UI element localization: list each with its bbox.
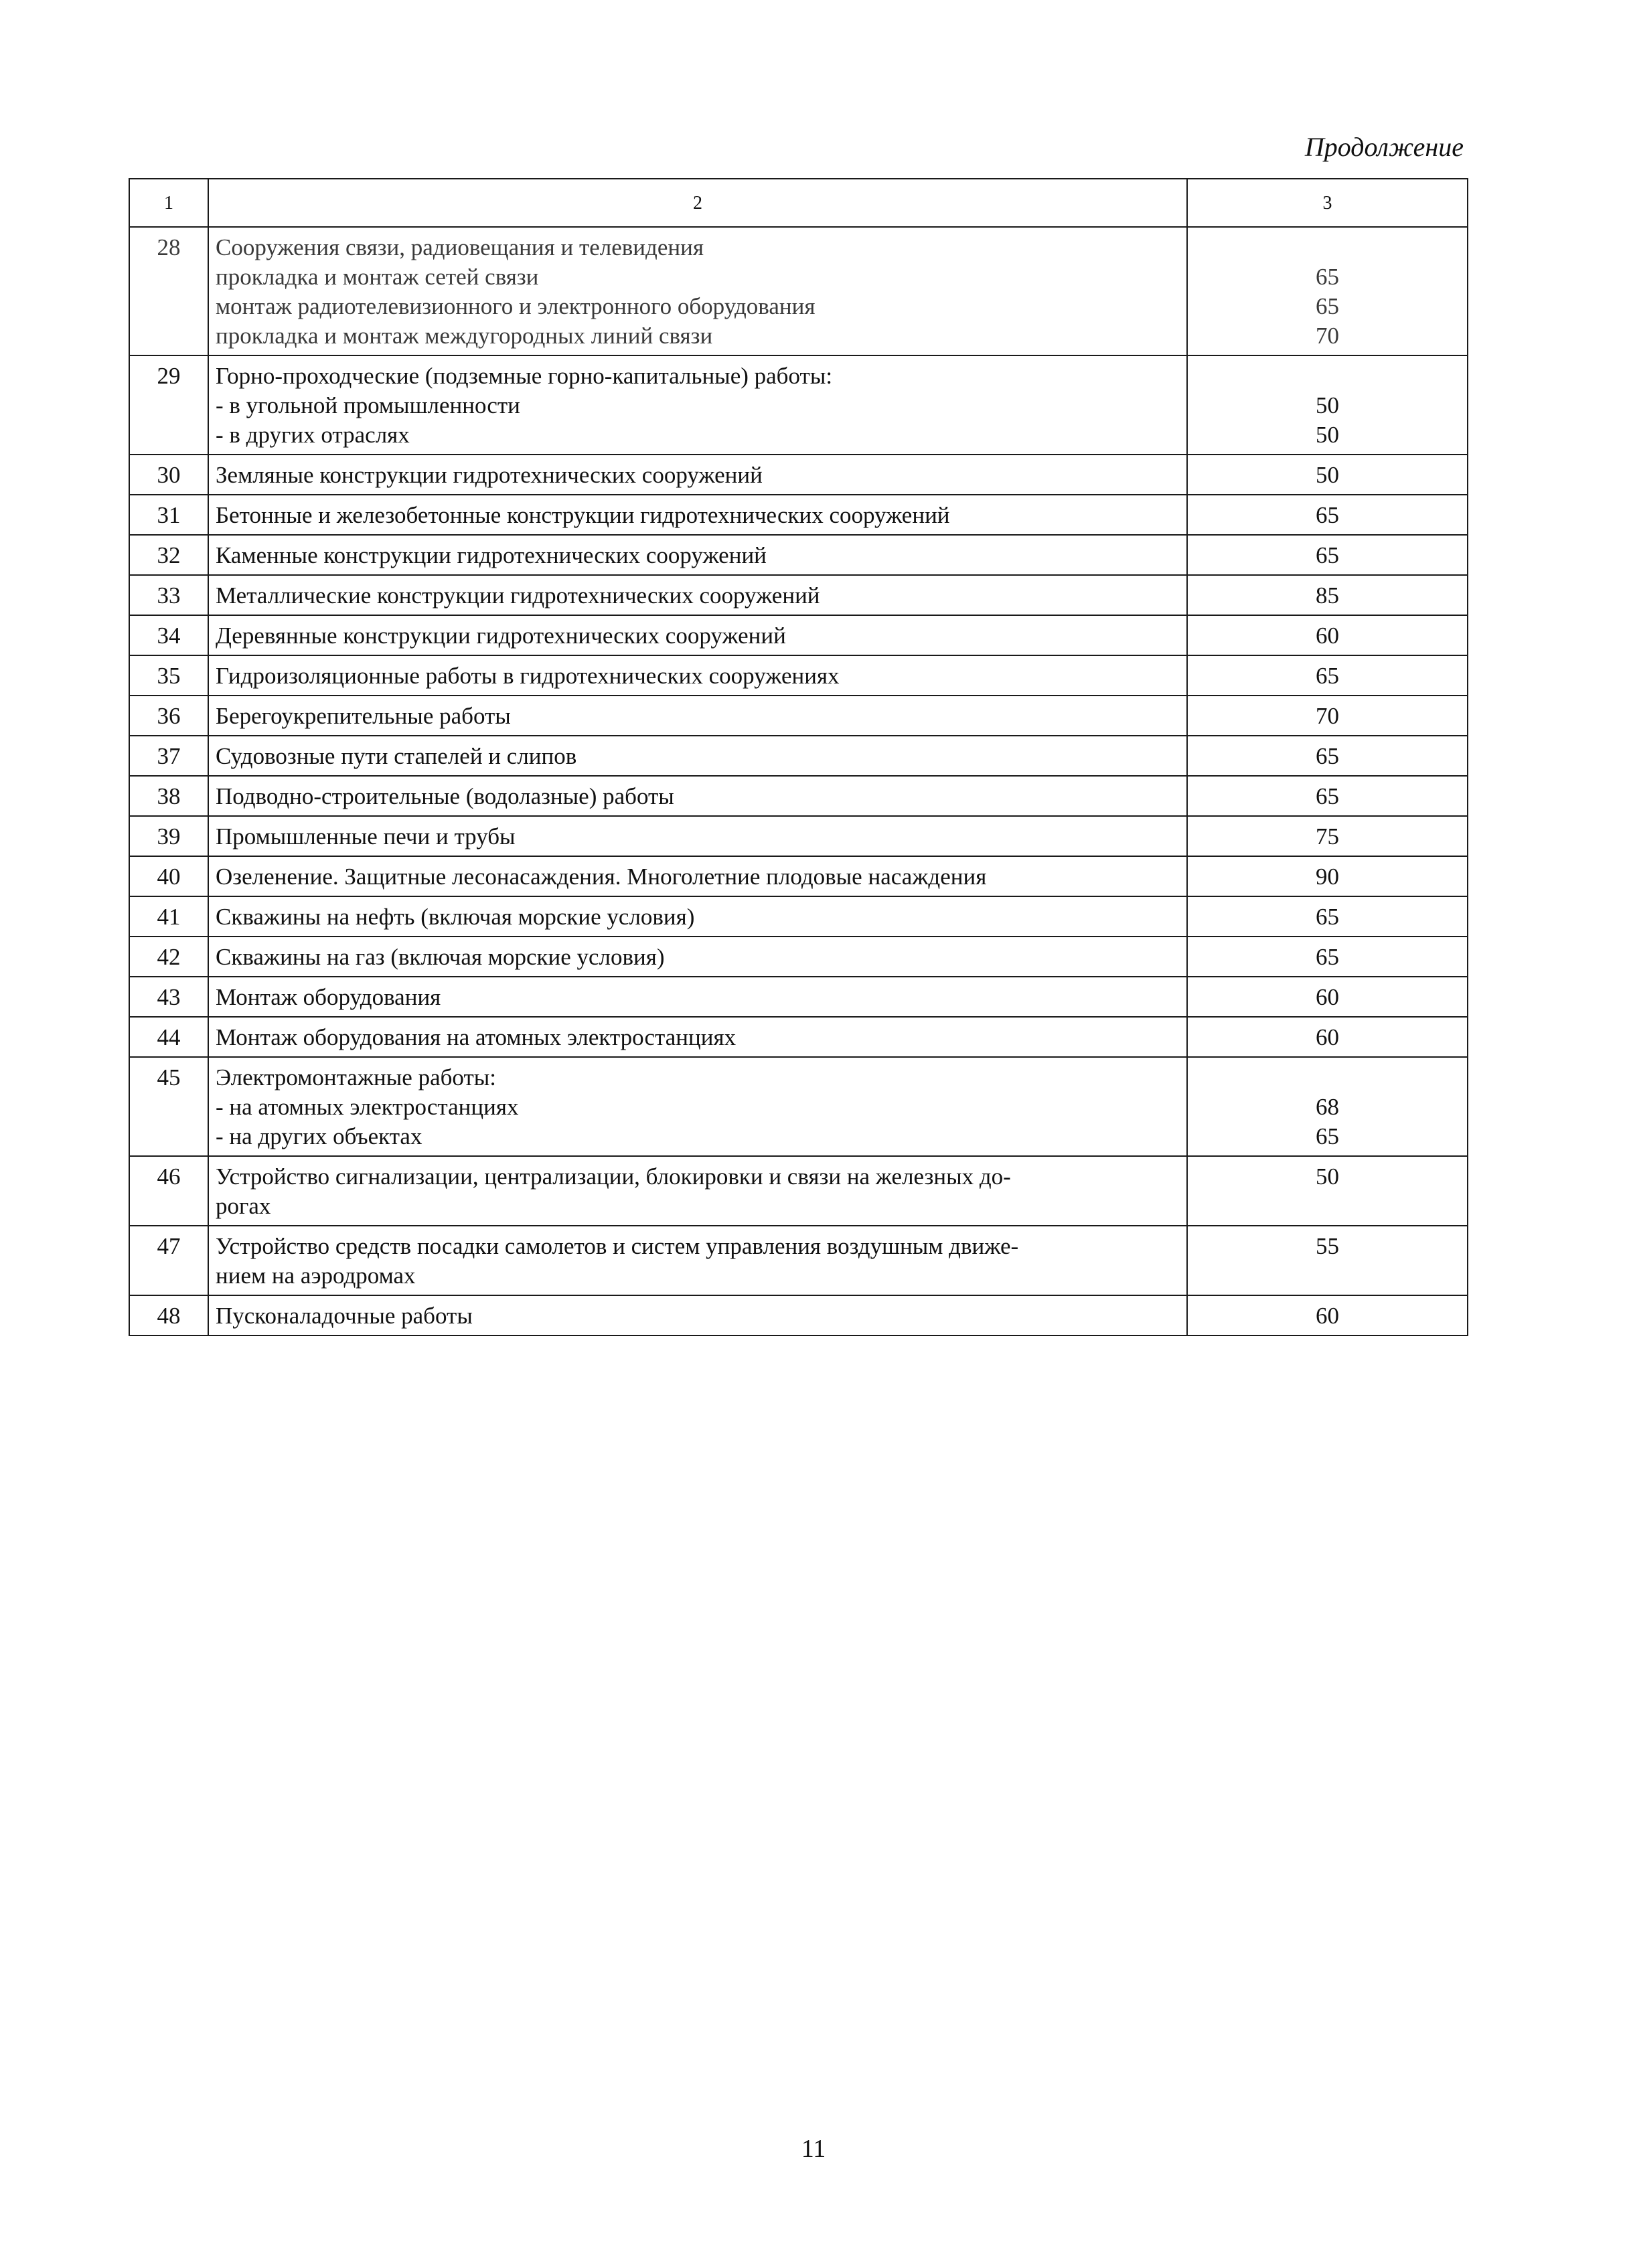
row-value: 60: [1187, 1295, 1468, 1335]
table-row-33: [129, 575, 1468, 615]
row-description: [208, 1057, 1187, 1156]
row-description: Скважины на нефть (включая морские условия): [208, 896, 1187, 937]
row-number: 35: [129, 655, 208, 696]
row-value: [1187, 227, 1468, 355]
row-value: 60: [1187, 615, 1468, 655]
row-number: 29: [129, 355, 208, 455]
rates-table: [129, 178, 1468, 1336]
row-text-line: Устройство средств посадки самолетов и систем управления воздушным движе-: [216, 1233, 1019, 1259]
row-subitem: - в других отраслях: [216, 422, 410, 448]
row-description: [208, 227, 1187, 355]
row-description: Металлические конструкции гидротехнических сооружений: [208, 575, 1187, 615]
table-row-44: [129, 1017, 1468, 1057]
row-subitem: прокладка и монтаж сетей связи: [216, 264, 539, 290]
row-value: 50: [1187, 1156, 1468, 1226]
row-number: 43: [129, 977, 208, 1017]
row-description: Монтаж оборудования: [208, 977, 1187, 1017]
row-value: 75: [1187, 816, 1468, 856]
row-number: 39: [129, 816, 208, 856]
row-description: Гидроизоляционные работы в гидротехнических сооружениях: [208, 655, 1187, 696]
row-text-line: рогах: [216, 1193, 271, 1219]
row-subvalue: 50: [1316, 422, 1339, 448]
row-subvalue: 50: [1316, 392, 1339, 418]
row-description: Пусконаладочные работы: [208, 1295, 1187, 1335]
table-row-46: [129, 1156, 1468, 1226]
row-title: Электромонтажные работы:: [216, 1064, 497, 1090]
row-number: 37: [129, 736, 208, 776]
row-subitem: - на атомных электростанциях: [216, 1094, 519, 1120]
row-text-line: нием на аэродромах: [216, 1263, 416, 1289]
column-header-2: 2: [208, 179, 1187, 227]
row-value: 60: [1187, 1017, 1468, 1057]
row-value: 65: [1187, 495, 1468, 535]
table-row-36: [129, 696, 1468, 736]
row-value: [1187, 1057, 1468, 1156]
row-value: 65: [1187, 736, 1468, 776]
table-header-row: [129, 179, 1468, 227]
row-number: 41: [129, 896, 208, 937]
row-value: 90: [1187, 856, 1468, 896]
row-description: [208, 355, 1187, 455]
row-subitem: прокладка и монтаж междугородных линий связи: [216, 323, 713, 349]
row-value: 65: [1187, 776, 1468, 816]
row-text-line: Устройство сигнализации, централизации, блокировки и связи на железных до-: [216, 1163, 1011, 1190]
row-number: 48: [129, 1295, 208, 1335]
row-number: 42: [129, 937, 208, 977]
row-value: 50: [1187, 455, 1468, 495]
row-subitem: - на других объектах: [216, 1123, 422, 1149]
row-number: 28: [129, 227, 208, 355]
table-row-29: [129, 355, 1468, 455]
row-value: 70: [1187, 696, 1468, 736]
table-row-41: [129, 896, 1468, 937]
row-description: Судовозные пути стапелей и слипов: [208, 736, 1187, 776]
row-subvalue: 65: [1316, 264, 1339, 290]
column-header-3: 3: [1187, 179, 1468, 227]
table-row-43: [129, 977, 1468, 1017]
table-row-40: [129, 856, 1468, 896]
row-description: [208, 1156, 1187, 1226]
row-subvalue: 70: [1316, 323, 1339, 349]
row-number: 33: [129, 575, 208, 615]
row-value: 65: [1187, 535, 1468, 575]
row-subvalue: 65: [1316, 293, 1339, 319]
table-row-35: [129, 655, 1468, 696]
table-row-31: [129, 495, 1468, 535]
row-number: 47: [129, 1226, 208, 1295]
row-number: 44: [129, 1017, 208, 1057]
row-subvalue: 65: [1316, 1123, 1339, 1149]
row-number: 40: [129, 856, 208, 896]
row-value: 65: [1187, 937, 1468, 977]
table-row-32: [129, 535, 1468, 575]
row-description: [208, 1226, 1187, 1295]
row-value: [1187, 355, 1468, 455]
table-row-39: [129, 816, 1468, 856]
table-row-42: [129, 937, 1468, 977]
row-number: 34: [129, 615, 208, 655]
row-number: 31: [129, 495, 208, 535]
table-row-47: [129, 1226, 1468, 1295]
table-row-37: [129, 736, 1468, 776]
row-description: Деревянные конструкции гидротехнических сооружений: [208, 615, 1187, 655]
continuation-label: Продолжение: [1304, 132, 1464, 162]
row-value: 55: [1187, 1226, 1468, 1295]
row-subitem: - в угольной промышленности: [216, 392, 520, 418]
row-description: Бетонные и железобетонные конструкции гидротехнических сооружений: [208, 495, 1187, 535]
row-description: Каменные конструкции гидротехнических сооружений: [208, 535, 1187, 575]
table-row-30: [129, 455, 1468, 495]
row-number: 45: [129, 1057, 208, 1156]
table-row-28: [129, 227, 1468, 355]
table-row-34: [129, 615, 1468, 655]
row-number: 46: [129, 1156, 208, 1226]
row-description: Скважины на газ (включая морские условия): [208, 937, 1187, 977]
row-number: 32: [129, 535, 208, 575]
row-number: 36: [129, 696, 208, 736]
row-subitem: монтаж радиотелевизионного и электронного оборудования: [216, 293, 816, 319]
table-row-38: [129, 776, 1468, 816]
table-row-45: [129, 1057, 1468, 1156]
row-description: Промышленные печи и трубы: [208, 816, 1187, 856]
row-description: Озеленение. Защитные лесонасаждения. Многолетние плодовые насаждения: [208, 856, 1187, 896]
row-description: Земляные конструкции гидротехнических сооружений: [208, 455, 1187, 495]
row-title: Горно-проходческие (подземные горно-капитальные) работы:: [216, 363, 833, 389]
row-value: 85: [1187, 575, 1468, 615]
page-number: 11: [801, 2135, 826, 2163]
row-description: Монтаж оборудования на атомных электростанциях: [208, 1017, 1187, 1057]
table-row-48: [129, 1295, 1468, 1335]
row-description: Подводно-строительные (водолазные) работы: [208, 776, 1187, 816]
row-title: Сооружения связи, радиовещания и телевидения: [216, 234, 704, 260]
row-value: 65: [1187, 655, 1468, 696]
column-header-1: 1: [129, 179, 208, 227]
row-value: 60: [1187, 977, 1468, 1017]
row-number: 38: [129, 776, 208, 816]
row-description: Берегоукрепительные работы: [208, 696, 1187, 736]
row-subvalue: 68: [1316, 1094, 1339, 1120]
row-value: 65: [1187, 896, 1468, 937]
row-number: 30: [129, 455, 208, 495]
